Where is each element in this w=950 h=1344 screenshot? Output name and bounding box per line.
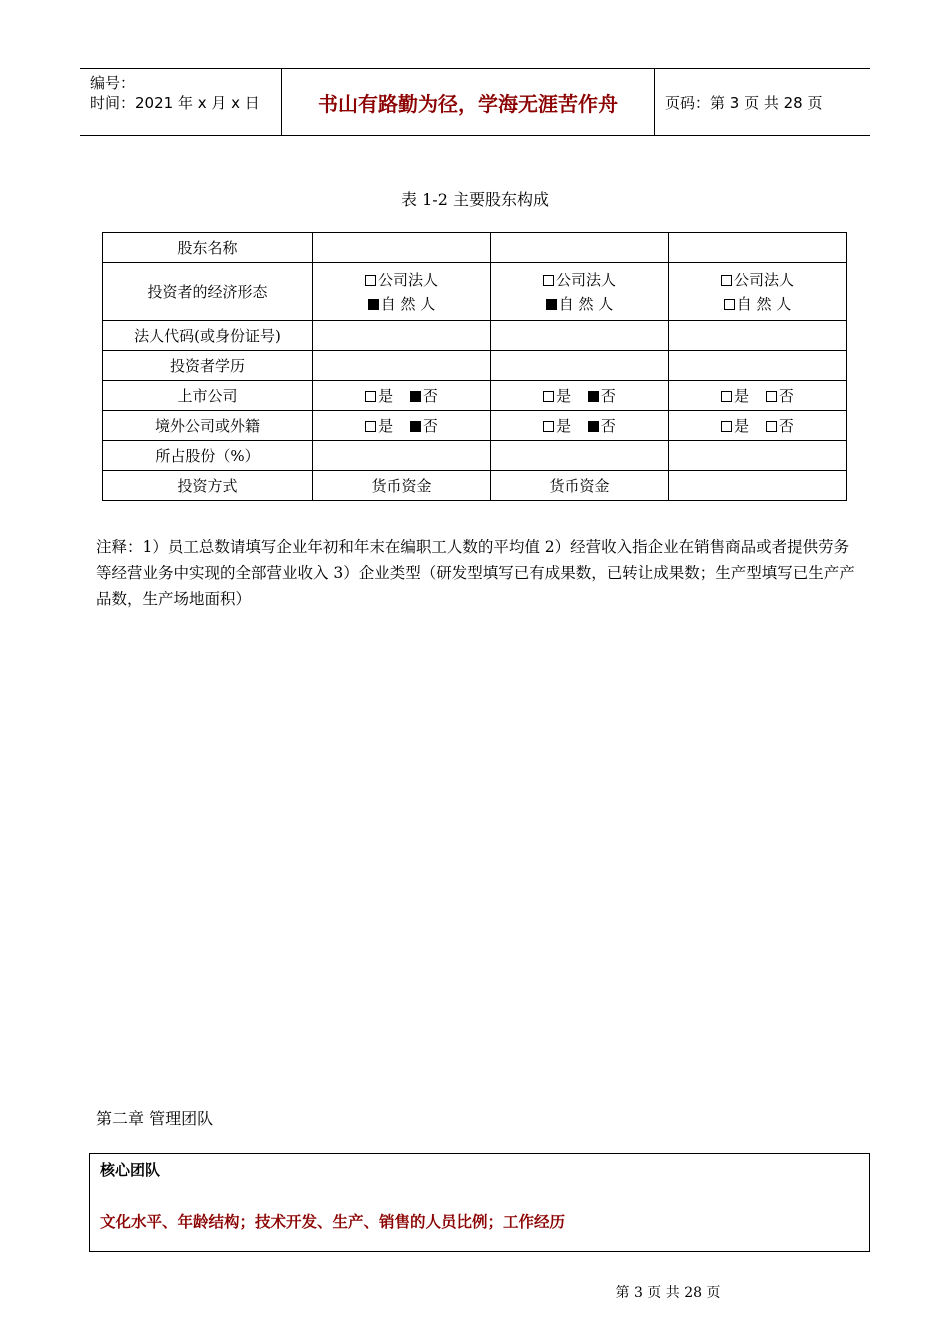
cell (669, 411, 847, 441)
header-motto: 书山有路勤为径，学海无涯苦作舟 (282, 69, 655, 135)
row-label-edu: 投资者学历 (103, 351, 313, 381)
checkbox-filled-icon (588, 421, 599, 432)
cell: 货币资金 (313, 471, 491, 501)
option-company[interactable]: 公司法人 (669, 268, 846, 292)
table-row (103, 441, 847, 471)
option-company[interactable]: 公司法人 (313, 268, 490, 292)
option-person[interactable]: 自 然 人 (491, 292, 668, 316)
row-label-listed: 上市公司 (103, 381, 313, 411)
checkbox-filled-icon (546, 299, 557, 310)
checkbox-empty-icon (766, 421, 777, 432)
checkbox-filled-icon (410, 391, 421, 402)
checkbox-filled-icon (368, 299, 379, 310)
option-no[interactable]: 否 (410, 415, 438, 436)
table-row (103, 233, 847, 263)
cell (313, 411, 491, 441)
checkbox-empty-icon (724, 299, 735, 310)
checkbox-empty-icon (365, 391, 376, 402)
row-label-share: 所占股份（%） (103, 441, 313, 471)
option-person[interactable]: 自 然 人 (669, 292, 846, 316)
cell: 货币资金 (491, 471, 669, 501)
chapter-heading: 第二章 管理团队 (96, 1109, 214, 1128)
shareholder-table (102, 232, 847, 501)
option-no[interactable]: 否 (766, 385, 794, 406)
header-meta (80, 69, 282, 135)
core-team-title: 核心团队 (100, 1161, 161, 1179)
checkbox-empty-icon (721, 391, 732, 402)
cell (313, 441, 491, 471)
cell (491, 263, 669, 321)
cell (491, 411, 669, 441)
cell (491, 351, 669, 381)
cell (669, 381, 847, 411)
table-row (103, 381, 847, 411)
table-row (103, 263, 847, 321)
table-row (103, 351, 847, 381)
cell (669, 351, 847, 381)
cell (669, 233, 847, 263)
checkbox-filled-icon (410, 421, 421, 432)
checkbox-filled-icon (588, 391, 599, 402)
row-label-econ: 投资者的经济形态 (103, 263, 313, 321)
cell (669, 441, 847, 471)
option-company[interactable]: 公司法人 (491, 268, 668, 292)
cell (491, 441, 669, 471)
table-caption: 表 1-2 主要股东构成 (401, 190, 549, 209)
page-header (80, 68, 870, 136)
option-yes[interactable]: 是 (721, 385, 749, 406)
checkbox-empty-icon (365, 421, 376, 432)
row-label-code: 法人代码(或身份证号) (103, 321, 313, 351)
header-page-info: 页码：第 3 页 共 28 页 (665, 93, 823, 112)
cell (313, 381, 491, 411)
table-row (103, 411, 847, 441)
cell (313, 263, 491, 321)
cell (491, 233, 669, 263)
cell (669, 471, 847, 501)
time-label: 时间：2021 年 x 月 x 日 (90, 94, 260, 112)
checkbox-empty-icon (365, 275, 376, 286)
table-row (103, 471, 847, 501)
option-yes[interactable]: 是 (543, 385, 571, 406)
checkbox-empty-icon (543, 391, 554, 402)
option-yes[interactable]: 是 (721, 415, 749, 436)
core-team-content: 文化水平、年龄结构；技术开发、生产、销售的人员比例；工作经历 (100, 1213, 566, 1231)
option-no[interactable]: 否 (766, 415, 794, 436)
option-no[interactable]: 否 (410, 385, 438, 406)
cell (669, 321, 847, 351)
checkbox-empty-icon (543, 421, 554, 432)
cell (491, 321, 669, 351)
checkbox-empty-icon (766, 391, 777, 402)
cell (669, 263, 847, 321)
row-label-name: 股东名称 (103, 233, 313, 263)
option-no[interactable]: 否 (588, 415, 616, 436)
cell (313, 351, 491, 381)
option-yes[interactable]: 是 (365, 385, 393, 406)
table-note: 注释：1）员工总数请填写企业年初和年末在编职工人数的平均值 2）经营收入指企业在销售商品或者提供劳务等经营业务中实现的全部营业收入 3）企业类型（研发型填写已有成果数，已转让成果数；生产型填写已生产产品数，生产场地面积） (96, 538, 855, 608)
checkbox-empty-icon (543, 275, 554, 286)
cell (313, 321, 491, 351)
option-no[interactable]: 否 (588, 385, 616, 406)
number-label: 编号： (90, 74, 136, 92)
option-yes[interactable]: 是 (543, 415, 571, 436)
row-label-method: 投资方式 (103, 471, 313, 501)
option-yes[interactable]: 是 (365, 415, 393, 436)
checkbox-empty-icon (721, 421, 732, 432)
cell (313, 233, 491, 263)
page-footer: 第 3 页 共 28 页 (615, 1285, 721, 1301)
core-team-box (89, 1153, 870, 1252)
row-label-foreign: 境外公司或外籍 (103, 411, 313, 441)
table-row (103, 321, 847, 351)
option-person[interactable]: 自 然 人 (313, 292, 490, 316)
checkbox-empty-icon (721, 275, 732, 286)
cell (491, 381, 669, 411)
